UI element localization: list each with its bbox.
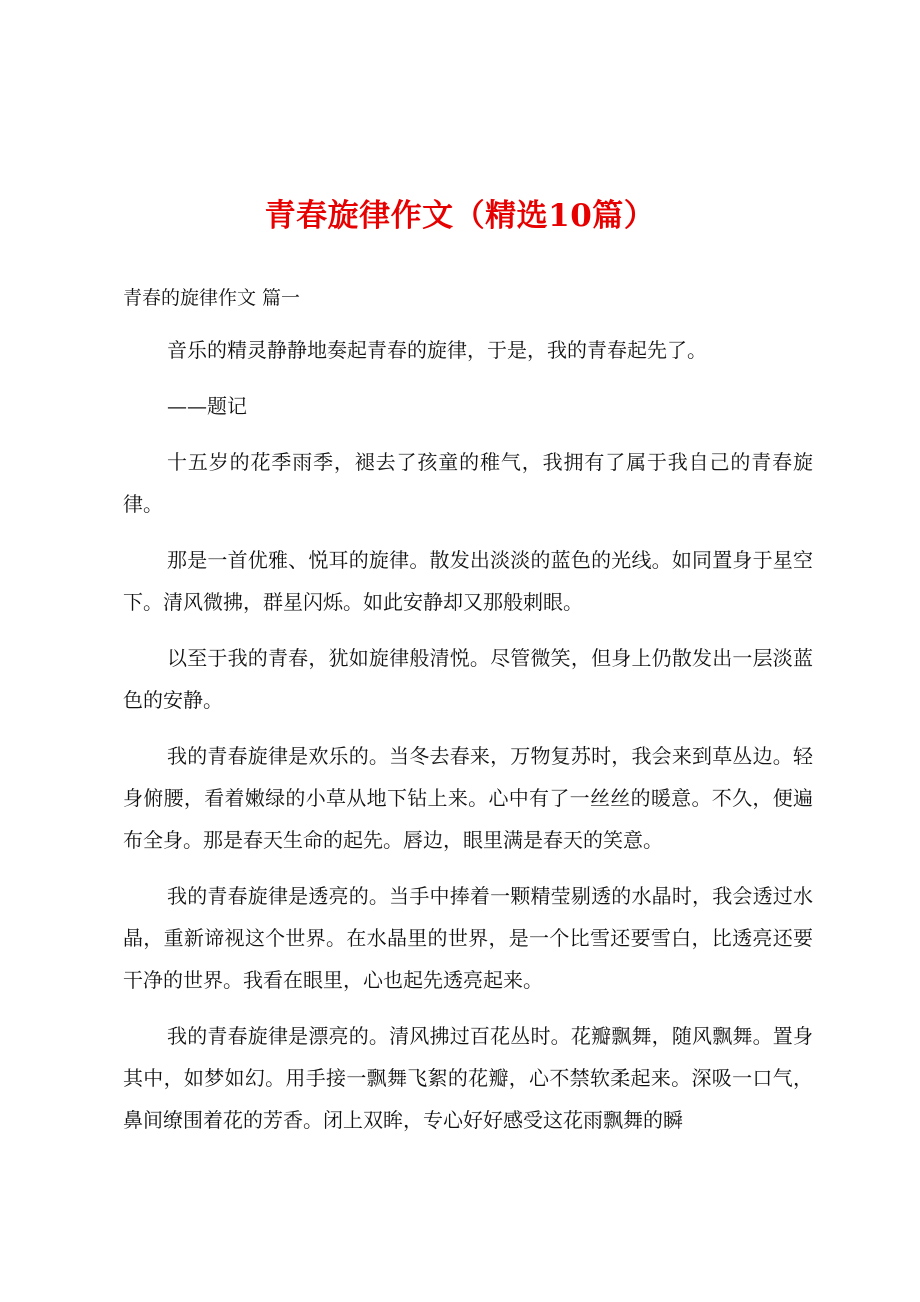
paragraph: 音乐的精灵静静地奏起青春的旋律，于是，我的青春起先了。	[167, 338, 707, 362]
document-body	[123, 329, 813, 1155]
paragraph: 十五岁的花季雨季，褪去了孩童的稚气，我拥有了属于我自己的青春旋律。	[123, 450, 813, 516]
paragraph: ——题记	[167, 394, 247, 418]
paragraph: 我的青春旋律是透亮的。当手中捧着一颗精莹剔透的水晶时，我会透过水晶，重新谛视这个世界。在水晶里的世界，是一个比雪还要雪白，比透亮还要干净的世界。我看在眼里，心也起先透亮起来。	[123, 884, 813, 992]
paragraph: 那是一首优雅、悦耳的旋律。散发出淡淡的蓝色的光线。如同置身于星空下。清风微拂，群星闪烁。如此安静却又那般刺眼。	[123, 548, 813, 614]
paragraph: 我的青春旋律是漂亮的。清风拂过百花丛时。花瓣飘舞，随风飘舞。置身其中，如梦如幻。用手接一飘舞飞絮的花瓣，心不禁软柔起来。深吸一口气，鼻间缭围着花的芳香。闭上双眸，专心好好感受这花雨飘舞的瞬	[123, 1024, 813, 1132]
document-title: 青春旋律作文（精选10篇）	[264, 198, 656, 234]
section-heading: 青春的旋律作文 篇一	[123, 287, 301, 309]
paragraph: 以至于我的青春，犹如旋律般清悦。尽管微笑，但身上仍散发出一层淡蓝色的安静。	[123, 646, 813, 712]
paragraph: 我的青春旋律是欢乐的。当冬去春来，万物复苏时，我会来到草丛边。轻身俯腰，看着嫩绿的小草从地下钻上来。心中有了一丝丝的暖意。不久，便遍布全身。那是春天生命的起先。唇边，眼里满是春天的笑意。	[123, 744, 813, 852]
